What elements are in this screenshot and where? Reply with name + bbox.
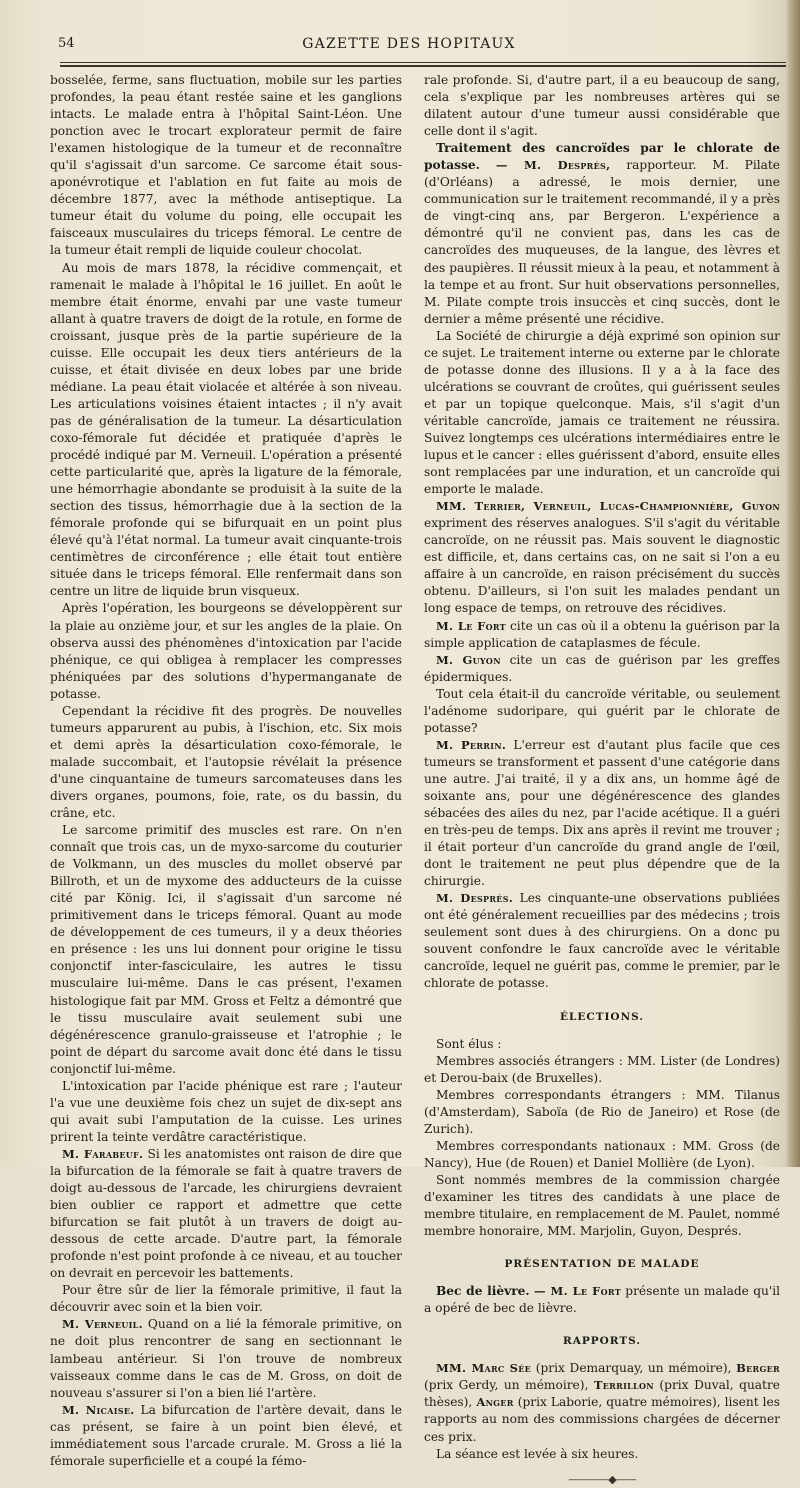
speaker-paragraph — [50, 1146, 402, 1282]
rapports-text: (prix Laborie, quatre mémoires), lisent les rapports au nom des commissions chargées de décerner ces prix. — [424, 1395, 781, 1444]
speaker-text: L'erreur est d'autant plus facile que ces tumeurs se transforment et passent d'une catégorie dans une autre. J'ai traité, il y a dix ans, un homme âgé de soixante ans, pour une dégénérescence des glandes sébacées des ailes du nez, par l'acide acétique. Il a guéri en très-peu de temps. Dix ans après il revint me trouver ; il était porteur d'un cancroïde du grand angle de l'œil, dont le traitement ne peut plus dépendre que de la chirurgie. — [424, 737, 780, 889]
speaker-text: Si les anatomistes ont raison de dire que la bifurcation de la fémorale se fait à quatre travers de doigt au-dessous de l'arcade, les chirurgiens devraient bien oublier ce rapport et admettre que cette bifurcation se fait plutôt à un travers de doigt au-dessous de cette arcade. D'autre part, la fémorale profonde n'est point profonde à ce niveau, et au toucher on devrait en percevoir les battements. — [50, 1146, 402, 1281]
speaker-name: M. Verneuil. — [62, 1317, 143, 1332]
header-rule-thick — [60, 65, 786, 67]
rapports-speaker: Anger — [476, 1395, 514, 1410]
elections-list — [424, 1036, 780, 1241]
closing-line: La séance est levée à six heures. — [436, 1446, 639, 1461]
speaker-paragraph — [50, 1316, 402, 1401]
paragraph: La Société de chirurgie a déjà exprimé son opinion sur ce sujet. Le traitement interne ou externe par le chlorate de potasse donne des illusions. Il y a à la face des ulcérations se couvrant de croûtes, qui guérissent seules et par un topique quelconque. Mais, s'il s'agit d'un véritable cancroïde, jamais ce traitement ne réussira. Suivez longtemps ces ulcérations intermédiaires entre le lupus et le cancer : elles guérissent d'abord, ensuite elles sont remplacées par une induration, et un cancroïde qui emporte le malade. — [424, 328, 780, 497]
traitement-speaker: — M. Després, — [495, 158, 611, 173]
speaker-name: M. Perrin. — [436, 737, 507, 752]
speaker-name: MM. Terrier, Verneuil, Lucas-Championnière, Guyon — [436, 499, 780, 514]
discussion-paragraphs — [424, 328, 780, 993]
paragraph: Tout cela était-il du cancroïde véritable, ou seulement l'adénome sudoripare, qui guérit par le chlorate de potasse? — [424, 686, 780, 735]
presentation-paragraph — [424, 1283, 780, 1317]
presentation-text: présente un malade qu'il a opéré de bec de lièvre. — [424, 1284, 781, 1316]
page-edge-shadow — [786, 0, 800, 1167]
elections-heading: ÉLECTIONS. — [559, 1010, 645, 1023]
traitement-paragraph — [424, 140, 780, 328]
rapports-heading: RAPPORTS. — [562, 1335, 642, 1348]
presentation-speaker: — M. Le Fort — [533, 1284, 621, 1299]
header-rule-thin — [60, 62, 786, 63]
speaker-name: M. Guyon — [436, 652, 501, 667]
speaker-name: M. Le Fort — [436, 618, 506, 633]
speaker-paragraph — [424, 618, 780, 652]
traitement-text: rapporteur. M. Pilate (d'Orléans) a adressé, le mois dernier, une communication sur le traitement recommandé, il y a près de vingt-cinq ans, par Bergeron. L'expérience a démontré qu'il ne convient pas, dans les cas de cancroïdes des muqueuses, de la langue, des lèvres et des paupières. Il réussit mieux à la peau, et notamment à la tempe et au front. Sur huit observations personnelles, M. Pilate compte trois insuccès et cinq succès, dont le dernier a même présenté une récidive. — [424, 158, 781, 326]
right-column — [424, 72, 780, 1488]
gazette-title: GAZETTE DES HOPITAUX — [302, 36, 516, 52]
speaker-paragraph — [424, 498, 780, 617]
speaker-text: Quand on a lié la fémorale primitive, on ne doit plus rencontrer de sang en sectionnant le lambeau antérieur. Si l'on trouve de nombreux vaisseaux comme dans le cas de M. Gross, on doit de nouveau s'assurer si l'on a bien lié l'artère. — [50, 1317, 402, 1400]
speaker-text: La bifurcation de l'artère devait, dans le cas présent, se faire à un point bien élevé, et immédiatement sous l'arcade crurale. M. Gross a lié la fémorale superficielle et a coupé la fémo- — [50, 1402, 402, 1468]
speaker-paragraph — [424, 652, 780, 686]
speaker-paragraph — [424, 737, 780, 890]
page-number: 54 — [58, 36, 75, 51]
page-header — [30, 34, 788, 54]
end-ornament: ————◆—— — [568, 1472, 636, 1486]
speaker-text: expriment des réserves analogues. S'il s'agit du véritable cancroïde, on ne réussit pas. Mais souvent le diagnostic est difficile, et, dans certains cas, on ne sait si l'on a eu affaire à un cancroïde, en raison précisément du succès obtenu. D'ailleurs, si l'on suit les malades pendant un long espace de temps, on retrouve des récidives. — [424, 516, 780, 616]
paragraph: Au mois de mars 1878, la récidive commençait, et ramenait le malade à l'hôpital le 16 juillet. En août le membre était énorme, envahi par une vaste tumeur allant à quatre travers de doigt de la rotule, en forme de croissant, jusque près de la partie supérieure de la cuisse. Elle occupait les deux tiers antérieurs de la cuisse, et était divisée en deux lobes par une bride médiane. La peau était violacée et altérée à son niveau. Les articulations voisines étaient intactes ; il n'y avait pas de généralisation de la tumeur. La désarticulation coxo-fémorale fut décidée et pratiquée d'après le procédé indiqué par M. Verneuil. L'opération a présenté cette particularité que, après la ligature de la fémorale, une hémorrhagie abondante se produisit à la suite de la section des tissus, hémorrhagie due à la section de la fémorale profonde qui se bifurquait en un point plus élevé qu'à l'état normal. La tumeur avait cinquante-trois centimètres de circonférence ; elle était tout entière située dans le triceps fémoral. Elle renfermait dans son centre un litre de liquide brun visqueux. — [50, 260, 402, 599]
speaker-name: M. Farabeuf. — [62, 1146, 144, 1161]
election-line: Membres correspondants étrangers : MM. Tilanus (d'Amsterdam), Saboïa (de Rio de Janeiro) et Rose (de Zurich). — [424, 1087, 780, 1136]
rapports-text: (prix Demarquay, un mémoire), — [535, 1361, 732, 1376]
election-line: Sont élus : — [436, 1036, 502, 1051]
paragraph: L'intoxication par l'acide phénique est rare ; l'auteur l'a vue une deuxième fois chez un sujet de dix-sept ans qui avait subi l'amputation de la cuisse. Les urines prirent la teinte verdâtre caractéristique. — [50, 1078, 402, 1144]
left-column — [50, 72, 402, 1470]
speaker-paragraph — [424, 890, 780, 992]
rapports-text: (prix Gerdy, un mémoire), — [424, 1378, 589, 1393]
speaker-name: M. Després. — [436, 891, 514, 906]
rapports-paragraph — [424, 1360, 780, 1445]
rapports-text: (prix Duval, quatre thèses), — [424, 1378, 780, 1410]
speaker-text: Les cinquante-une observations publiées ont été généralement recueillies par des médecins ; trois seulement sont dues à des chirurgiens. On a donc pu souvent confondre le faux cancroïde avec le véritable cancroïde, lequel ne guérit pas, comme le premier, par le chlorate de potasse. — [424, 891, 780, 991]
speaker-text: cite un cas de guérison par les greffes épidermiques. — [424, 652, 781, 684]
paragraph: bosselée, ferme, sans fluctuation, mobile sur les parties profondes, la peau étant restée saine et les ganglions intacts. Le malade entra à l'hôpital Saint-Léon. Une ponction avec le trocart explorateur permit de faire l'examen histologique de la tumeur et de reconnaître qu'il s'agissait d'un sarcome. Ce sarcome était sous-aponévrotique et l'ablation en fut faite au mois de décembre 1877, avec la méthode antiseptique. La tumeur était du volume du poing, elle occupait les faisceaux musculaires du triceps fémoral. Le centre de la tumeur était rempli de liquide couleur chocolat. — [50, 73, 402, 258]
speaker-text: cite un cas où il a obtenu la guérison par la simple application de cataplasmes de fécule. — [424, 618, 780, 650]
paragraph: Le sarcome primitif des muscles est rare. On n'en connaît que trois cas, un de myxo-sarcome du couturier de Volkmann, un des muscles du mollet observé par Billroth, et un de myxome des adducteurs de la cuisse cité par König. Ici, il s'agissait d'un sarcome né primitivement dans le triceps fémoral. Quant au mode de développement de ces tumeurs, il y a deux théories en présence : les uns lui donnent pour origine le tissu conjonctif inter-fasciculaire, les autres le tissu musculaire lui-même. Dans le cas présent, l'examen histologique fait par MM. Gross et Feltz a démontré que le tissu musculaire avait seulement subi une dégénérescence granulo-graisseuse et l'atrophie ; le point de départ du sarcome avait donc été dans le tissu conjonctif lui-même. — [50, 823, 402, 1076]
rapports-speaker: Terrillon — [593, 1378, 654, 1393]
presentation-heading: PRÉSENTATION DE MALADE — [504, 1258, 700, 1271]
traitement-heading: Traitement des cancroïdes par le chlorate de potasse. — [424, 141, 780, 173]
election-line: Membres correspondants nationaux : MM. Gross (de Nancy), Hue (de Rouen) et Daniel Mollière (de Lyon). — [424, 1138, 780, 1170]
continuation-paragraph: rale profonde. Si, d'autre part, il a eu beaucoup de sang, cela s'explique par les nombreuses artères qui se dilatent autour d'une tumeur aussi considérable que celle dont il s'agit. — [424, 73, 780, 139]
speaker-name: M. Nicaise. — [62, 1402, 135, 1417]
presentation-title: Bec de lièvre. — [436, 1284, 530, 1299]
election-line: Membres associés étrangers : MM. Lister (de Londres) et Derou-baix (de Bruxelles). — [424, 1053, 780, 1085]
rapports-speaker: Berger — [736, 1361, 780, 1376]
paragraph: Pour être sûr de lier la fémorale primitive, il faut la découvrir avec soin et la bien voir. — [50, 1283, 402, 1315]
rapports-speaker: MM. Marc Sée — [436, 1361, 532, 1376]
election-line: Sont nommés membres de la commission chargée d'examiner les titres des candidats à une place de membre titulaire, en remplacement de M. Paulet, nommé membre honoraire, MM. Marjolin, Guyon, Després. — [424, 1172, 780, 1239]
paragraph: Après l'opération, les bourgeons se développèrent sur la plaie au onzième jour, et sur les angles de la plaie. On observa aussi des phénomènes d'intoxication par l'acide phénique, ce qui obligea à remplacer les compresses phéniquées par des solutions d'hypermanganate de potasse. — [50, 601, 402, 701]
speaker-paragraph — [50, 1402, 402, 1470]
paragraph: Cependant la récidive fit des progrès. De nouvelles tumeurs apparurent au pubis, à l'ischion, etc. Six mois et demi après la désarticulation coxo-fémorale, le malade succombait, et l'autopsie révélait la présence d'une cinquantaine de tumeurs sarcomateuses dans les divers organes, poumons, foie, rate, os du bassin, du crâne, etc. — [50, 703, 402, 821]
